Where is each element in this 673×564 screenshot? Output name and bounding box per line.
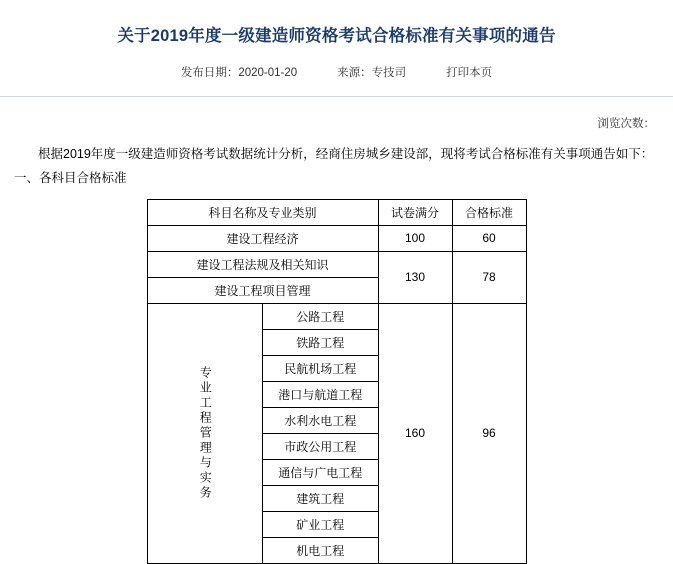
view-count: 浏览次数： bbox=[597, 118, 655, 130]
source-label: 来源： bbox=[337, 67, 372, 79]
publish-date-value: 2020-01-20 bbox=[238, 67, 298, 79]
paragraph-intro: 根据2019年度一级建造师资格考试数据统计分析，经商住房城乡建设部，现将考试合格标准有关事项通告如下： bbox=[38, 147, 654, 161]
subject-name: 港口与航道工程 bbox=[263, 381, 379, 407]
subject-name: 民航机场工程 bbox=[263, 355, 379, 381]
subject-name: 市政公用工程 bbox=[263, 433, 379, 459]
subject-name: 建设工程经济 bbox=[147, 225, 378, 251]
pass-score: 78 bbox=[452, 251, 526, 303]
print-page[interactable] bbox=[446, 64, 492, 80]
print-page-link[interactable]: 打印本页 bbox=[446, 67, 493, 79]
pass-score: 60 bbox=[452, 225, 526, 251]
table-header-row bbox=[147, 199, 526, 225]
subject-name: 机电工程 bbox=[263, 537, 379, 563]
subject-name: 公路工程 bbox=[263, 303, 379, 329]
table-row bbox=[147, 225, 526, 251]
subject-name: 建筑工程 bbox=[263, 485, 379, 511]
full-score: 160 bbox=[378, 303, 452, 563]
subject-name: 建设工程法规及相关知识 bbox=[147, 251, 378, 277]
source bbox=[337, 64, 406, 80]
page-title: 关于2019年度一级建造师资格考试合格标准有关事项的通告 bbox=[117, 27, 556, 45]
standards-table bbox=[147, 199, 527, 564]
full-score: 100 bbox=[378, 225, 452, 251]
header-pass-score: 合格标准 bbox=[452, 199, 526, 225]
full-score: 130 bbox=[378, 251, 452, 303]
pass-score: 96 bbox=[452, 303, 526, 563]
subject-name: 矿业工程 bbox=[263, 511, 379, 537]
header-full-score: 试卷满分 bbox=[378, 199, 452, 225]
subject-name: 铁路工程 bbox=[263, 329, 379, 355]
table-row bbox=[147, 251, 526, 277]
header-subject: 科目名称及专业类别 bbox=[147, 199, 378, 225]
subject-name: 建设工程项目管理 bbox=[147, 277, 378, 303]
table-row bbox=[147, 303, 526, 329]
publish-date bbox=[181, 64, 297, 80]
publish-date-label: 发布日期： bbox=[180, 67, 239, 79]
subject-group-label: 专业工程管理与实务 bbox=[147, 303, 263, 563]
section-heading-1: 一、各科目合格标准 bbox=[14, 170, 127, 185]
document-body bbox=[0, 131, 673, 191]
document-meta bbox=[0, 64, 673, 80]
subject-name: 通信与广电工程 bbox=[263, 459, 379, 485]
source-value: 专技司 bbox=[371, 67, 407, 79]
subject-name: 水利水电工程 bbox=[263, 407, 379, 433]
